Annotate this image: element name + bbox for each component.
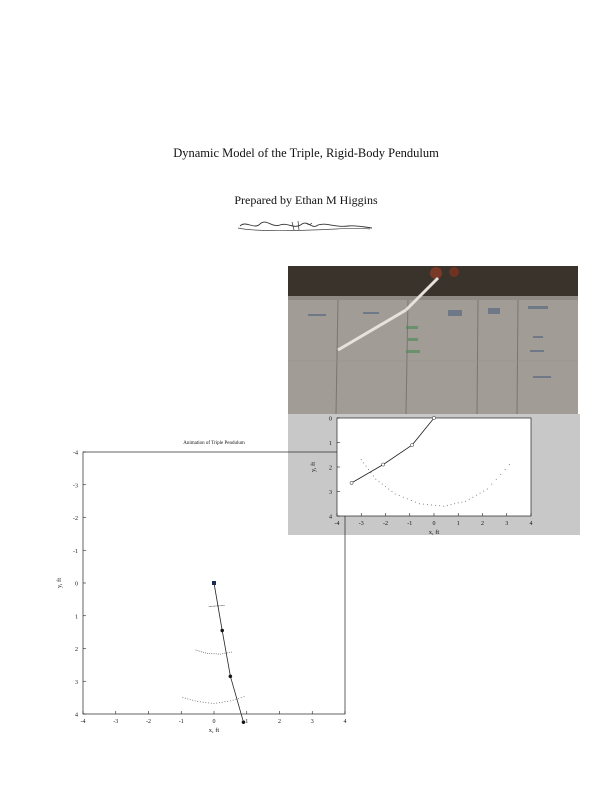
- x-tick-label: 2: [481, 521, 484, 527]
- joint-point: [411, 443, 414, 446]
- x-tick-label: -3: [113, 719, 119, 725]
- trace-point: [388, 489, 389, 490]
- trace-point: [483, 491, 484, 492]
- joint-point: [381, 463, 384, 466]
- trace-point: [363, 462, 364, 463]
- trace-point: [385, 486, 386, 487]
- y-tick-label: 2: [75, 647, 78, 653]
- x-axis-label: x, ft: [428, 529, 440, 536]
- trace-point: [403, 497, 404, 498]
- y-tick-label: -2: [73, 516, 78, 522]
- trace-point: [366, 466, 367, 467]
- x-tick-label: -3: [358, 521, 364, 527]
- trace-point: [487, 489, 488, 490]
- trace-point: [480, 493, 481, 494]
- trace-point: [469, 499, 470, 500]
- trace-point: [407, 498, 408, 499]
- trace-point: [491, 484, 492, 485]
- x-tick-label: 0: [432, 521, 436, 527]
- y-tick-label: 1: [329, 441, 332, 447]
- x-axis-label: x, ft: [208, 727, 220, 734]
- trace-point: [454, 503, 455, 504]
- trace-point: [447, 505, 448, 506]
- y-tick-label: 0: [75, 581, 78, 588]
- trace-point: [373, 475, 374, 476]
- trace-point: [476, 495, 477, 496]
- trace-point: [415, 502, 416, 503]
- author-line: Prepared by Ethan M Higgins: [234, 193, 378, 207]
- trace-point: [370, 472, 371, 473]
- trace-point: [382, 484, 383, 485]
- x-tick-label: -2: [146, 719, 151, 725]
- x-tick-label: -4: [334, 521, 340, 527]
- x-tick-label: 1: [456, 521, 460, 527]
- x-tick-label: -2: [383, 521, 388, 527]
- trace-point: [439, 505, 440, 506]
- x-tick-label: -1: [407, 521, 413, 527]
- x-tick-label: 3: [310, 719, 314, 725]
- y-tick-label: 4: [75, 712, 78, 719]
- trace-point: [509, 464, 510, 465]
- trace-point: [458, 502, 459, 503]
- y-tick-label: 3: [329, 490, 332, 496]
- trace-point: [368, 469, 369, 470]
- trace-point: [461, 502, 462, 503]
- y-tick-label: -4: [73, 450, 78, 457]
- chart-title: Animation of Triple Pendulum: [183, 441, 245, 446]
- joint-point: [350, 481, 353, 484]
- x-tick-label: 4: [343, 719, 347, 725]
- y-tick-label: 0: [329, 416, 332, 423]
- trace-point: [435, 505, 436, 506]
- x-tick-label: -4: [80, 719, 86, 725]
- trace-point: [423, 504, 424, 505]
- x-tick-label: -1: [178, 719, 184, 725]
- x-tick-label: 4: [529, 521, 533, 527]
- trace-point: [450, 504, 451, 505]
- y-tick-label: 4: [329, 514, 332, 521]
- y-tick-label: 3: [75, 679, 78, 686]
- trace-point: [419, 503, 420, 504]
- trace-point: [361, 459, 362, 460]
- trace-point: [391, 491, 392, 492]
- y-axis-label: y, ft: [56, 577, 63, 589]
- trace-point: [379, 481, 380, 482]
- y-tick-label: 1: [75, 614, 78, 621]
- trace-point: [465, 501, 466, 502]
- y-tick-label: -3: [73, 483, 78, 490]
- trace-point: [505, 469, 506, 470]
- trace-point: [395, 493, 396, 494]
- trace-point: [411, 500, 412, 501]
- plot-area: [337, 418, 531, 516]
- y-axis-label: y, ft: [310, 461, 317, 473]
- y-tick-label: 2: [329, 465, 332, 472]
- document-title: Dynamic Model of the Triple, Rigid-Body Pendulum: [173, 146, 439, 160]
- x-tick-label: 0: [212, 719, 216, 725]
- y-tick-label: -1: [73, 548, 78, 555]
- trace-point: [496, 479, 497, 480]
- x-tick-label: 3: [505, 521, 509, 527]
- trace-point: [500, 474, 501, 475]
- trace-point: [399, 495, 400, 496]
- trace-point: [375, 479, 376, 480]
- x-tick-label: 2: [278, 719, 281, 725]
- trace-point: [443, 506, 444, 507]
- x-tick-label: 1: [245, 719, 249, 725]
- trace-point: [427, 504, 428, 505]
- trace-point: [431, 504, 432, 505]
- trace-point: [472, 497, 473, 498]
- joint-point: [432, 416, 435, 419]
